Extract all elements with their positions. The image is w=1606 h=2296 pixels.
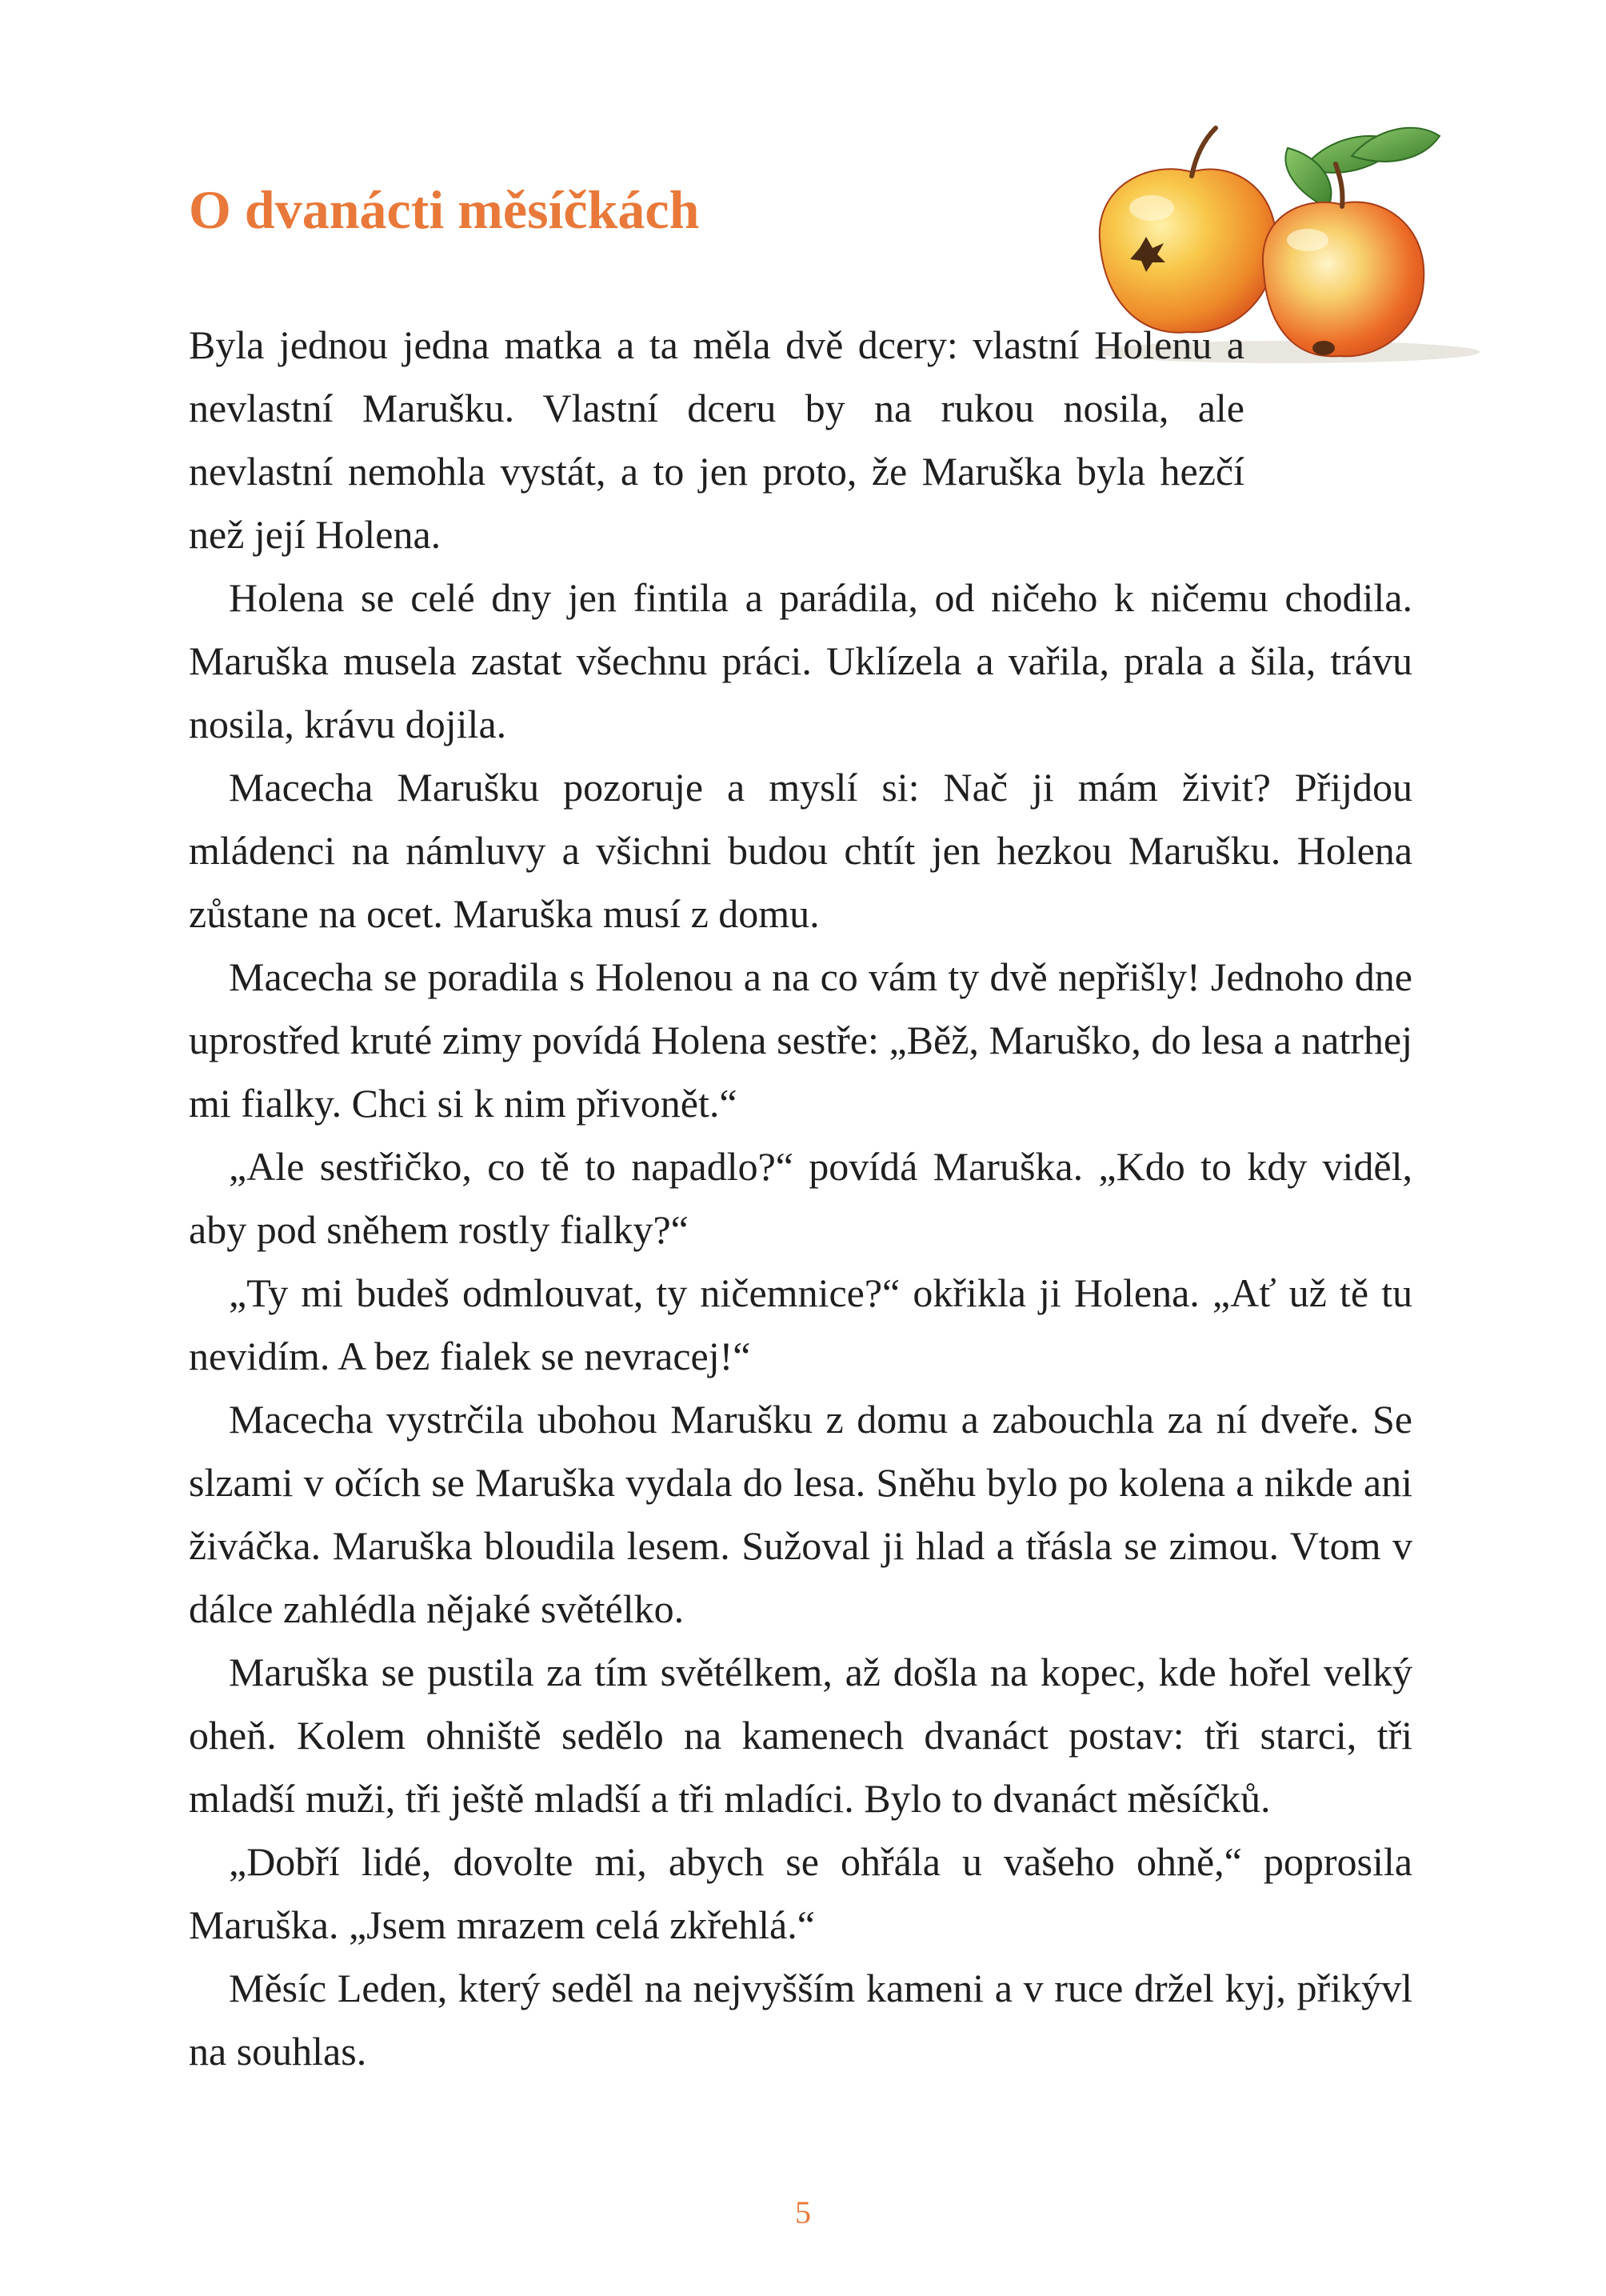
paragraph: Holena se celé dny jen fintila a parádila, od ničeho k ničemu chodila. Maruška musela zastat všechnu práci. Uklízela a vařila, prala a šila, trávu nosila, krávu dojila.: [189, 575, 1412, 746]
paragraph: Macecha Marušku pozoruje a myslí si: Nač ji mám živit? Přijdou mládenci na námluvy a všichni budou chtít jen hezkou Marušku. Holena zůstane na ocet. Maruška musí z domu.: [189, 765, 1412, 936]
paragraph: Maruška se pustila za tím světélkem, až došla na kopec, kde hořel velký oheň. Kolem ohniště sedělo na kamenech dvanáct postav: tři starci, tři mladší muži, tři ještě mladší a tři mladíci. Bylo to dvanáct měsíčků.: [189, 1650, 1412, 1821]
story-text: [189, 314, 1412, 2083]
chapter-title: O dvanácti měsíčkách: [189, 179, 700, 240]
paragraph: Macecha se poradila s Holenou a na co vám ty dvě nepřišly! Jednoho dne uprostřed kruté zimy povídá Holena sestře: „Běž, Maruško, do lesa a natrhej mi fialky. Chci si k nim přivonět.“: [189, 954, 1412, 1126]
paragraph: Byla jednou jedna matka a ta měla dvě dcery: vlastní Holenu a nevlastní Marušku. Vlastní dceru by na rukou nosila, ale nevlastní nemohla vystát, a to jen proto, že Maruška byla hezčí než její Holena.: [189, 322, 1244, 557]
paragraph: „Dobří lidé, dovolte mi, abych se ohřála u vašeho ohně,“ poprosila Maruška. „Jsem mrazem celá zkřehlá.“: [189, 1839, 1412, 1947]
paragraph: Měsíc Leden, který seděl na nejvyšším kameni a v ruce držel kyj, přikývl na souhlas.: [189, 1966, 1412, 2074]
paragraph: Macecha vystrčila ubohou Marušku z domu a zabouchla za ní dveře. Se slzami v očích se Maruška vydala do lesa. Sněhu bylo po kolena a nikde ani živáčka. Maruška bloudila lesem. Sužoval ji hlad a třásla se zimou. Vtom v dálce zahlédla nějaké světélko.: [189, 1397, 1412, 1631]
paragraph: „Ty mi budeš odmlouvat, ty ničemnice?“ okřikla ji Holena. „Ať už tě tu nevidím. A bez fialek se nevracej!“: [189, 1270, 1412, 1378]
page-number: 5: [795, 2194, 811, 2230]
illustration-spacer: [1244, 314, 1412, 506]
paragraph: „Ale sestřičko, co tě to napadlo?“ povídá Maruška. „Kdo to kdy viděl, aby pod sněhem rostly fialky?“: [189, 1144, 1412, 1252]
